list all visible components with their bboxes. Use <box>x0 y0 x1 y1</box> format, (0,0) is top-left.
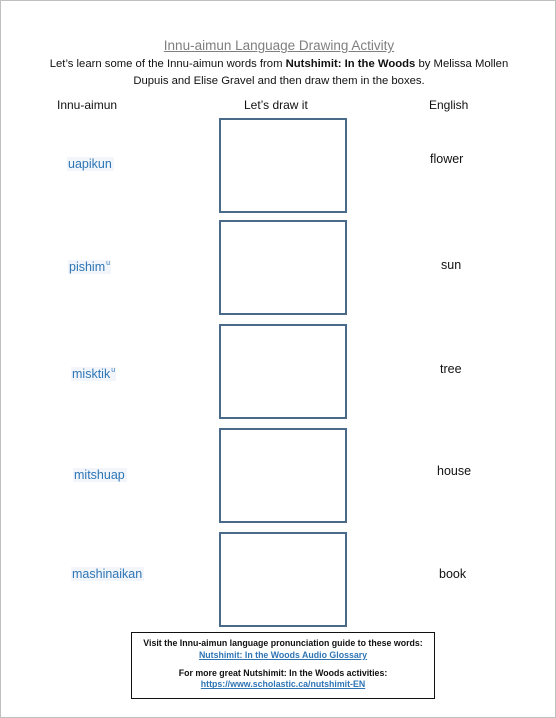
innu-word-text: mitshuap <box>74 468 125 482</box>
innu-word-superscript: u <box>111 367 116 374</box>
audio-glossary-link[interactable]: Nutshimit: In the Woods Audio Glossary <box>198 649 368 660</box>
english-word-sun: sun <box>441 258 462 272</box>
intro-part2: by Melissa Mollen Dupuis and Elise Gravel and then draw them in the boxes. <box>133 58 509 87</box>
drawing-box-5[interactable] <box>219 532 347 627</box>
innu-word-misktiku <box>71 367 116 381</box>
innu-word-mashinaikan <box>71 567 144 581</box>
drawing-box-1[interactable] <box>219 118 347 213</box>
intro-book-title: Nutshimit: In the Woods <box>285 58 416 70</box>
page-title: Innu-aimun Language Drawing Activity <box>163 38 395 53</box>
glossary-intro-text: Visit the Innu-aimun language pronunciation guide to these words: <box>143 638 423 648</box>
innu-word-pishimu <box>68 260 111 274</box>
innu-word-text: mashinaikan <box>72 567 143 581</box>
innu-word-uapikun <box>67 157 114 171</box>
english-word-house: house <box>437 464 472 478</box>
innu-word-text: uapikun <box>68 157 112 171</box>
english-word-flower: flower <box>430 152 464 166</box>
activities-intro-text: For more great Nutshimit: In the Woods activities: <box>178 667 388 678</box>
column-header-english: English <box>429 98 469 112</box>
drawing-box-3[interactable] <box>219 324 347 419</box>
innu-word-text: misktik <box>72 367 111 381</box>
column-header-draw: Let’s draw it <box>244 98 308 112</box>
resources-box <box>131 632 435 699</box>
english-word-tree: tree <box>440 362 462 376</box>
innu-word-superscript: u <box>106 260 111 267</box>
intro-part1: Let’s learn some of the Innu-aimun words from <box>49 58 286 70</box>
innu-word-text: pishim <box>69 260 106 274</box>
english-word-book: book <box>439 567 467 581</box>
innu-word-mitshuap <box>73 468 127 482</box>
intro-text <box>31 56 527 89</box>
column-header-innu-aimun: Innu-aimun <box>57 98 118 112</box>
activities-link[interactable]: https://www.scholastic.ca/nutshimit-EN <box>200 679 366 690</box>
drawing-box-2[interactable] <box>219 220 347 315</box>
drawing-box-4[interactable] <box>219 428 347 523</box>
